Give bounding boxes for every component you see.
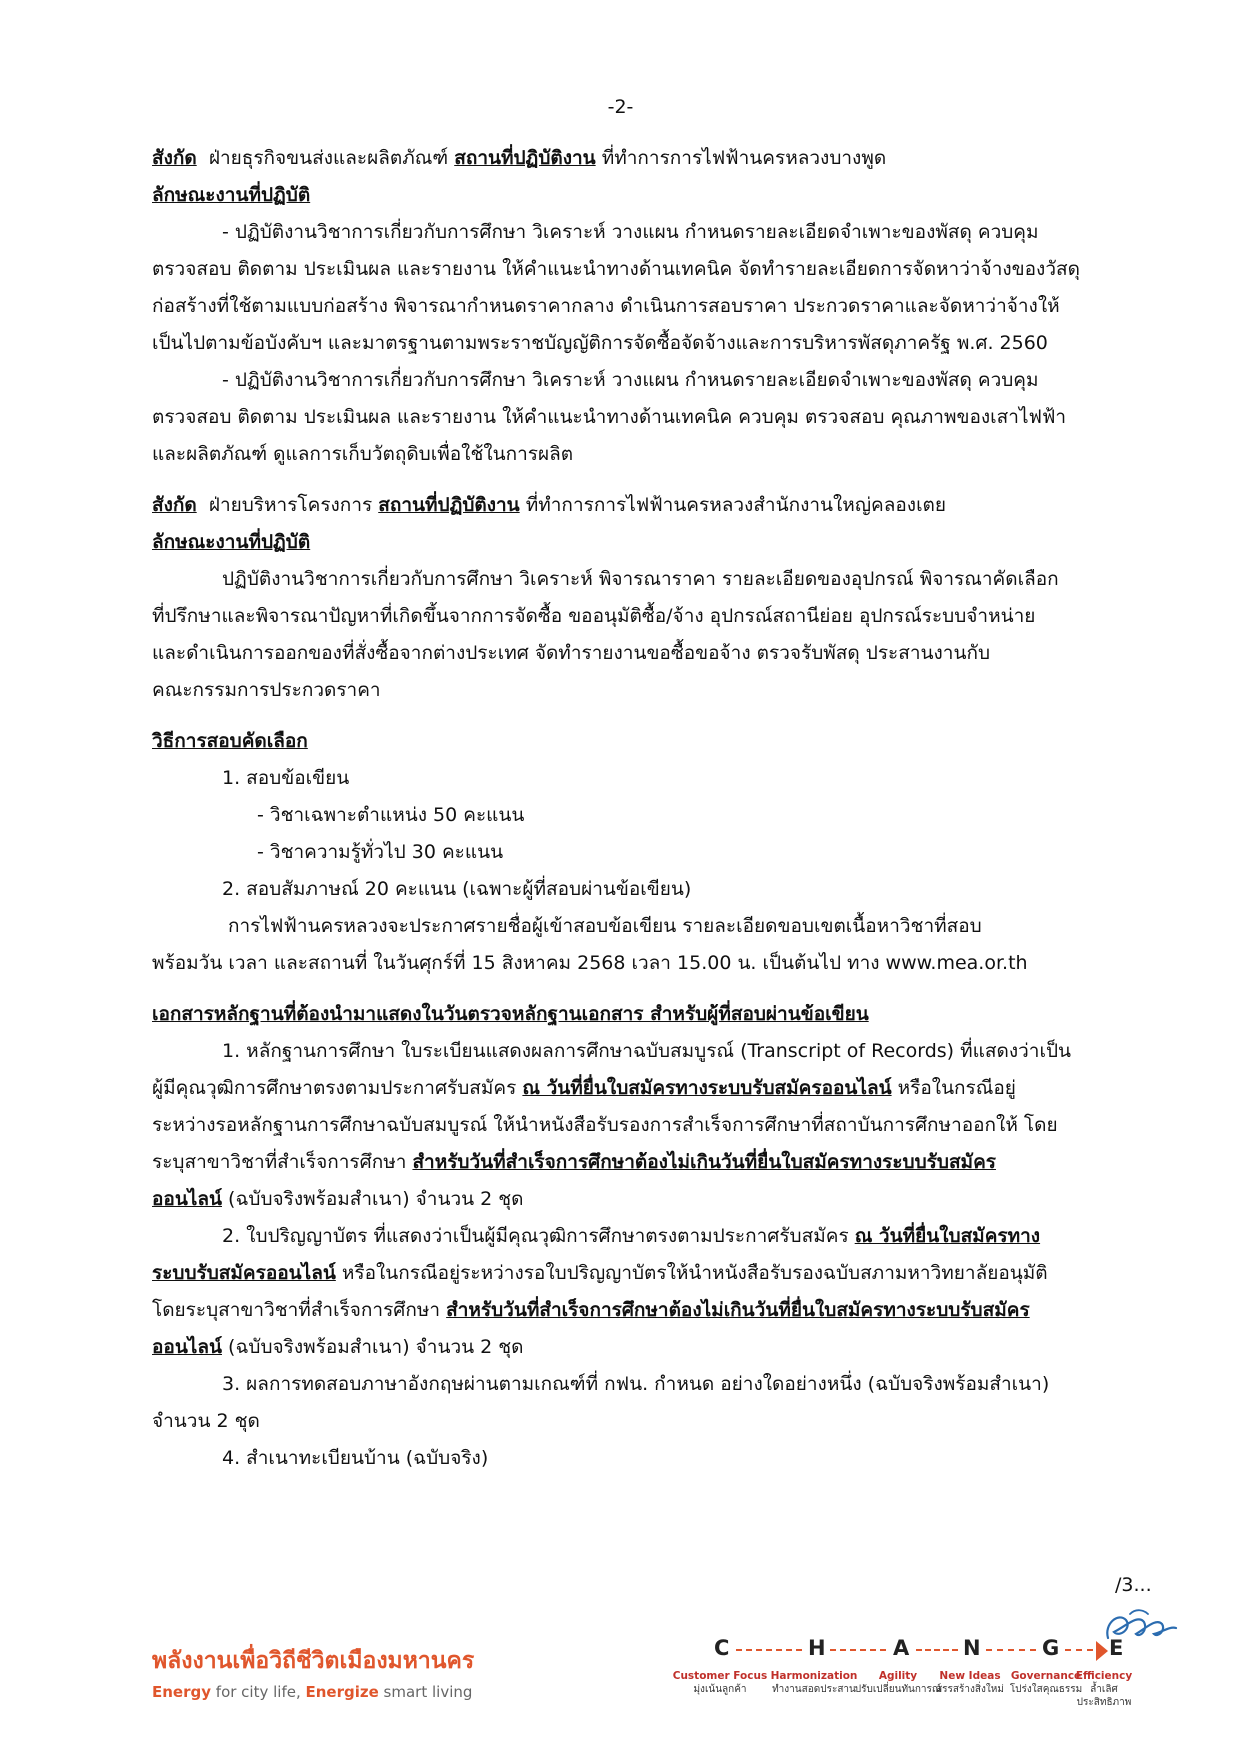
- page-number: -2-: [607, 96, 634, 118]
- duty-line: คณะกรรมการประกวดราคา: [152, 679, 381, 701]
- location-label: สถานที่ปฏิบัติงาน: [378, 494, 520, 516]
- affiliation-value: ฝ่ายบริหารโครงการ: [208, 494, 373, 516]
- selection-subitem: - วิชาความรู้ทั่วไป 30 คะแนน: [257, 841, 504, 863]
- document-line: 4. สำเนาทะเบียนบ้าน (ฉบับจริง): [222, 1447, 489, 1469]
- document-line: ออนไลน์ (ฉบับจริงพร้อมสำเนา) จำนวน 2 ชุด: [152, 1336, 524, 1358]
- affiliation-label: สังกัด: [152, 147, 197, 169]
- section2-header: [152, 487, 1152, 524]
- duty-line: เป็นไปตามข้อบังคับฯ และมาตรฐานตามพระราชบัญญัติการจัดซื้อจัดจ้างและการบริหารพัสดุภาครัฐ พ.ศ. 2560: [152, 332, 1048, 354]
- location-value: ที่ทำการการไฟฟ้านครหลวงสำนักงานใหญ่คลองเตย: [525, 494, 947, 516]
- duty-line: และดำเนินการออกของที่สั่งซื้อจากต่างประเทศ จัดทำรายงานขอซื้อขอจ้าง ตรวจรับพัสดุ ประสานงานกับ: [152, 642, 991, 664]
- affiliation-value: ฝ่ายธุรกิจขนส่งและผลิตภัณฑ์: [208, 147, 449, 169]
- change-letter: A: [893, 1636, 910, 1660]
- duty-line: - ปฏิบัติงานวิชาการเกี่ยวกับการศึกษา วิเคราะห์ วางแผน กำหนดรายละเอียดจำเพาะของพัสดุ ควบคุม: [222, 221, 1039, 243]
- value-agility: Agility ปรับเปลี่ยนทันการณ์: [854, 1670, 942, 1695]
- next-page-marker: /3...: [1115, 1574, 1152, 1596]
- duties-heading: ลักษณะงานที่ปฏิบัติ: [152, 184, 311, 206]
- dash-connector: [986, 1649, 1036, 1651]
- document-line: ออนไลน์ (ฉบับจริงพร้อมสำเนา) จำนวน 2 ชุด: [152, 1188, 524, 1210]
- duty-line: - ปฏิบัติงานวิชาการเกี่ยวกับการศึกษา วิเคราะห์ วางแผน กำหนดรายละเอียดจำเพาะของพัสดุ ควบคุม: [222, 369, 1039, 391]
- duty-line: ปฏิบัติงานวิชาการเกี่ยวกับการศึกษา วิเคราะห์ พิจารณาราคา รายละเอียดของอุปกรณ์ พิจารณาคัดเลือก: [222, 568, 1059, 590]
- document-line: ระบุสาขาวิชาที่สำเร็จการศึกษา สำหรับวันที่สำเร็จการศึกษาต้องไม่เกินวันที่ยื่นใบสมัครทางระบบรับสมัคร: [152, 1151, 996, 1173]
- slogan-thai: พลังงานเพื่อวิถีชีวิตเมืองมหานคร: [152, 1648, 475, 1674]
- change-letter: G: [1042, 1636, 1060, 1660]
- change-letter: E: [1109, 1636, 1124, 1660]
- change-letter: N: [963, 1636, 981, 1660]
- documents-heading: เอกสารหลักฐานที่ต้องนำมาแสดงในวันตรวจหลักฐานเอกสาร สำหรับผู้ที่สอบผ่านข้อเขียน: [152, 1003, 869, 1025]
- change-letter: C: [714, 1636, 730, 1660]
- announcement-line: การไฟฟ้านครหลวงจะประกาศรายชื่อผู้เข้าสอบข้อเขียน รายละเอียดขอบเขตเนื้อหาวิชาที่สอบ: [228, 915, 982, 937]
- location-value: ที่ทำการการไฟฟ้านครหลวงบางพูด: [601, 147, 887, 169]
- duty-line: ตรวจสอบ ติดตาม ประเมินผล และรายงาน ให้คำแนะนำทางด้านเทคนิค ควบคุม ตรวจสอบ คุณภาพของเสาไฟฟ้า: [152, 406, 1067, 428]
- duty-line: และผลิตภัณฑ์ ดูแลการเก็บวัตถุดิบเพื่อใช้ในการผลิต: [152, 443, 574, 465]
- document-line: 2. ใบปริญญาบัตร ที่แสดงว่าเป็นผู้มีคุณวุฒิการศึกษาตรงตามประกาศรับสมัคร ณ วันที่ยื่นใบสมัครทาง: [222, 1225, 1041, 1247]
- document-line: ระบบรับสมัครออนไลน์ หรือในกรณีอยู่ระหว่างรอใบปริญญาบัตรให้นำหนังสือรับรองฉบับสภามหาวิทยาลัยอนุมัติ: [152, 1262, 1048, 1284]
- dash-connector: [1065, 1649, 1093, 1651]
- document-line: ระหว่างรอหลักฐานการศึกษาฉบับสมบูรณ์ ให้นำหนังสือรับรองการสำเร็จการศึกษาที่สถาบันการศึกษาออกให้ โดย: [152, 1114, 1058, 1136]
- location-label: สถานที่ปฏิบัติงาน: [454, 147, 596, 169]
- value-efficiency: Efficiency ล้ำเลิศประสิทธิภาพ: [1075, 1670, 1133, 1708]
- value-customer-focus: Customer Focus มุ่งเน้นลูกค้า: [672, 1670, 768, 1695]
- change-values-logo: [672, 1636, 1140, 1736]
- document-line: โดยระบุสาขาวิชาที่สำเร็จการศึกษา สำหรับวันที่สำเร็จการศึกษาต้องไม่เกินวันที่ยื่นใบสมัครทางระบบรับสมัคร: [152, 1299, 1030, 1321]
- section1-header: [152, 140, 1152, 177]
- dash-connector: [830, 1649, 886, 1651]
- change-letter: H: [808, 1636, 826, 1660]
- selection-heading: วิธีการสอบคัดเลือก: [152, 730, 308, 752]
- change-letter-row: [680, 1636, 1124, 1666]
- arrow-icon: [1096, 1641, 1108, 1661]
- document-body: [152, 140, 1152, 1477]
- value-governance: Governance โปร่งใสคุณธรรม: [1009, 1670, 1083, 1695]
- selection-item: 2. สอบสัมภาษณ์ 20 คะแนน (เฉพาะผู้ที่สอบผ่านข้อเขียน): [222, 878, 692, 900]
- slogan-english: Energy for city life, Energize smart living: [152, 1683, 473, 1701]
- duties-heading: ลักษณะงานที่ปฏิบัติ: [152, 531, 311, 553]
- document-line: 1. หลักฐานการศึกษา ใบระเบียนแสดงผลการศึกษาฉบับสมบูรณ์ (Transcript of Records) ที่แสดงว่าเป็น: [222, 1040, 1071, 1062]
- document-line: ผู้มีคุณวุฒิการศึกษาตรงตามประกาศรับสมัคร ณ วันที่ยื่นใบสมัครทางระบบรับสมัครออนไลน์ หรือในกรณีอยู่: [152, 1077, 1016, 1099]
- duty-line: ก่อสร้างที่ใช้ตามแบบก่อสร้าง พิจารณากำหนดราคากลาง ดำเนินการสอบราคา ประกวดราคาและจัดหาว่าจ้างให้: [152, 295, 1060, 317]
- selection-subitem: - วิชาเฉพาะตำแหน่ง 50 คะแนน: [257, 804, 525, 826]
- corporate-slogan: [152, 1643, 474, 1701]
- affiliation-label: สังกัด: [152, 494, 197, 516]
- duty-line: ที่ปรึกษาและพิจารณาปัญหาที่เกิดขึ้นจากการจัดซื้อ ขออนุมัติซื้อ/จ้าง อุปกรณ์สถานีย่อย อุปกรณ์ระบบจำหน่าย: [152, 605, 1036, 627]
- duty-line: ตรวจสอบ ติดตาม ประเมินผล และรายงาน ให้คำแนะนำทางด้านเทคนิค จัดทำรายละเอียดการจัดหาว่าจ้างของวัสดุ: [152, 258, 1080, 280]
- value-new-ideas: New Ideas สรรสร้างสิ่งใหม่: [936, 1670, 1004, 1695]
- announcement-line: พร้อมวัน เวลา และสถานที่ ในวันศุกร์ที่ 15 สิงหาคม 2568 เวลา 15.00 น. เป็นต้นไป ทาง www.mea.or.th: [152, 952, 1028, 974]
- document-line: 3. ผลการทดสอบภาษาอังกฤษผ่านตามเกณฑ์ที่ กฟน. กำหนด อย่างใดอย่างหนึ่ง (ฉบับจริงพร้อมสำเนา): [222, 1373, 1050, 1395]
- dash-connector: [736, 1649, 802, 1651]
- value-harmonization: Harmonization ทำงานสอดประสาน: [770, 1670, 858, 1695]
- dash-connector: [916, 1649, 958, 1651]
- selection-item: 1. สอบข้อเขียน: [222, 767, 350, 789]
- document-line: จำนวน 2 ชุด: [152, 1410, 260, 1432]
